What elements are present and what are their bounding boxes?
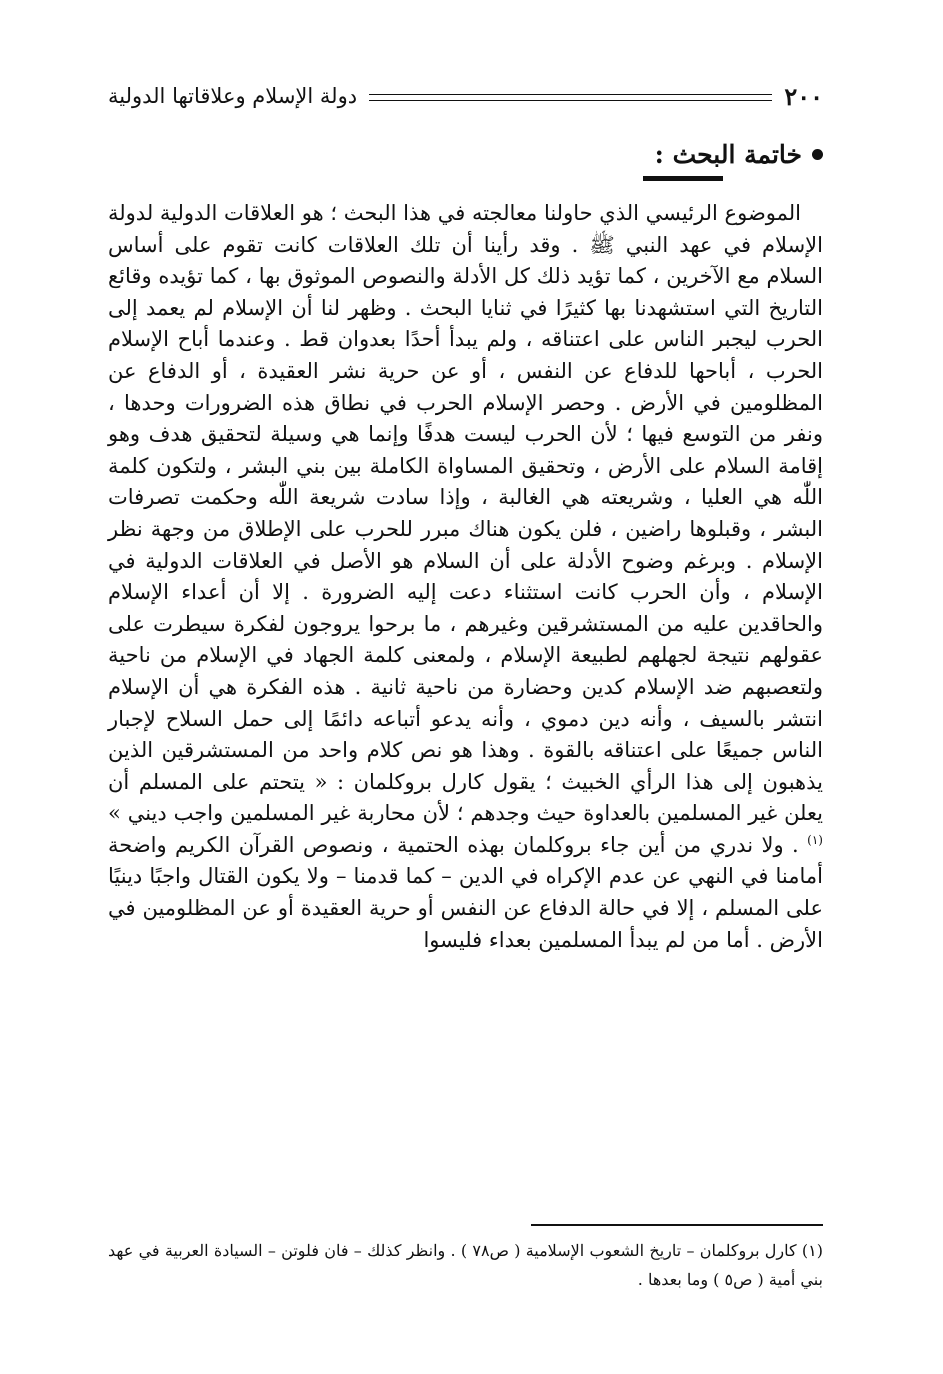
running-title: دولة الإسلام وعلاقاتها الدولية <box>108 84 358 108</box>
heading-underline <box>643 176 723 181</box>
bullet-icon <box>812 149 823 160</box>
footnote: (١) كارل بروكلمان – تاريخ الشعوب الإسلامية ( ص٧٨ ) . وانظر كذلك – فان فلوتن – السيادة العربية في عهد بني أمية ( ص٥ ) وما بعدها . <box>108 1241 823 1289</box>
running-header <box>108 76 823 116</box>
header-double-rule <box>369 94 772 101</box>
body-text-part1: الموضوع الرئيسي الذي حاولنا معالجته في هذا البحث ؛ هو العلاقات الدولية لدولة الإسلام في عهد النبي ﷺ . وقد رأينا أن تلك العلاقات كانت تقوم على أساس السلام مع الآخرين ، كما تؤيد ذلك كل الأدلة والنصوص الموثوق بها ، كما تؤيده وقائع التاريخ التي استشهدنا بها كثيرًا في ثنايا البحث . وظهر لنا أن الإسلام لم يعمد إلى الحرب ليجبر الناس على اعتناقه ، ولم يبدأ أحدًا بعدوان قط . وعندما أباح الإسلام الحرب ، أباحها للدفاع عن النفس ، أو عن حرية نشر العقيدة ، أو الدفاع عن المظلومين في الأرض . وحصر الإسلام الحرب في نطاق هذه الضرورات وحدها ، ونفر من التوسع فيها ؛ لأن الحرب ليست هدفًا وإنما هي وسيلة لتحقيق هدف وهو إقامة السلام على الأرض ، وتحقيق المساواة الكاملة بين بني البشر ، ولتكون كلمة اللّٰه هي العليا ، وشريعته هي الغالبة ، وإذا سادت شريعة اللّٰه وحكمت تصرفات البشر ، وقبلوها راضين ، فلن يكون هناك مبرر للحرب على الإطلاق من وجهة نظر الإسلام . وبرغم وضوح الأدلة على أن السلام هو الأصل في العلاقات الدولية في الإسلام ، وأن الحرب كانت استثناء دعت إليه الضرورة . إلا أن أعداء الإسلام والحاقدين عليه من المستشرقين وغيرهم ، ما برحوا يروجون لفكرة سيطرت على عقولهم نتيجة لجهلهم لطبيعة الإسلام ، ولمعنى كلمة الجهاد في الإسلام من ناحية ولتعصبهم ضد الإسلام كدين وحضارة من ناحية ثانية . هذه الفكرة هي أن الإسلام انتشر بالسيف ، وأنه دين دموي ، وأنه يدعو أتباعه دائمًا إلى حمل السلاح لإجبار الناس جميعًا على اعتناقه بالقوة . وهذا هو نص كلام واحد من المستشرقين الذين يذهبون إلى هذا الرأي الخبيث ؛ يقول كارل بروكلمان : « يتحتم على المسلم أن يعلن غير المسلمين بالعداوة حيث وجدهم ؛ لأن محاربة غير المسلمين واجب ديني » <box>108 201 823 826</box>
book-page <box>108 70 823 1330</box>
footnote-separator <box>531 1224 823 1226</box>
footnote-reference: (١) <box>807 832 823 847</box>
page-number: ٢٠٠ <box>784 81 823 111</box>
section-heading <box>655 140 823 169</box>
body-paragraph <box>108 198 823 956</box>
body-text-part2: . ولا ندري من أين جاء بروكلمان بهذه الحتمية ، ونصوص القرآن الكريم واضحة أمامنا في النهي عن عدم الإكراه في الدين – كما قدمنا – ولا يكون القتال واجبًا دينيًا على المسلم ، إلا في حالة الدفاع عن النفس أو حرية العقيدة أو عن المظلومين في الأرض . أما من لم يبدأ المسلمين بعداء فليسوا <box>108 832 823 952</box>
section-heading-text: خاتمة البحث : <box>654 140 802 169</box>
